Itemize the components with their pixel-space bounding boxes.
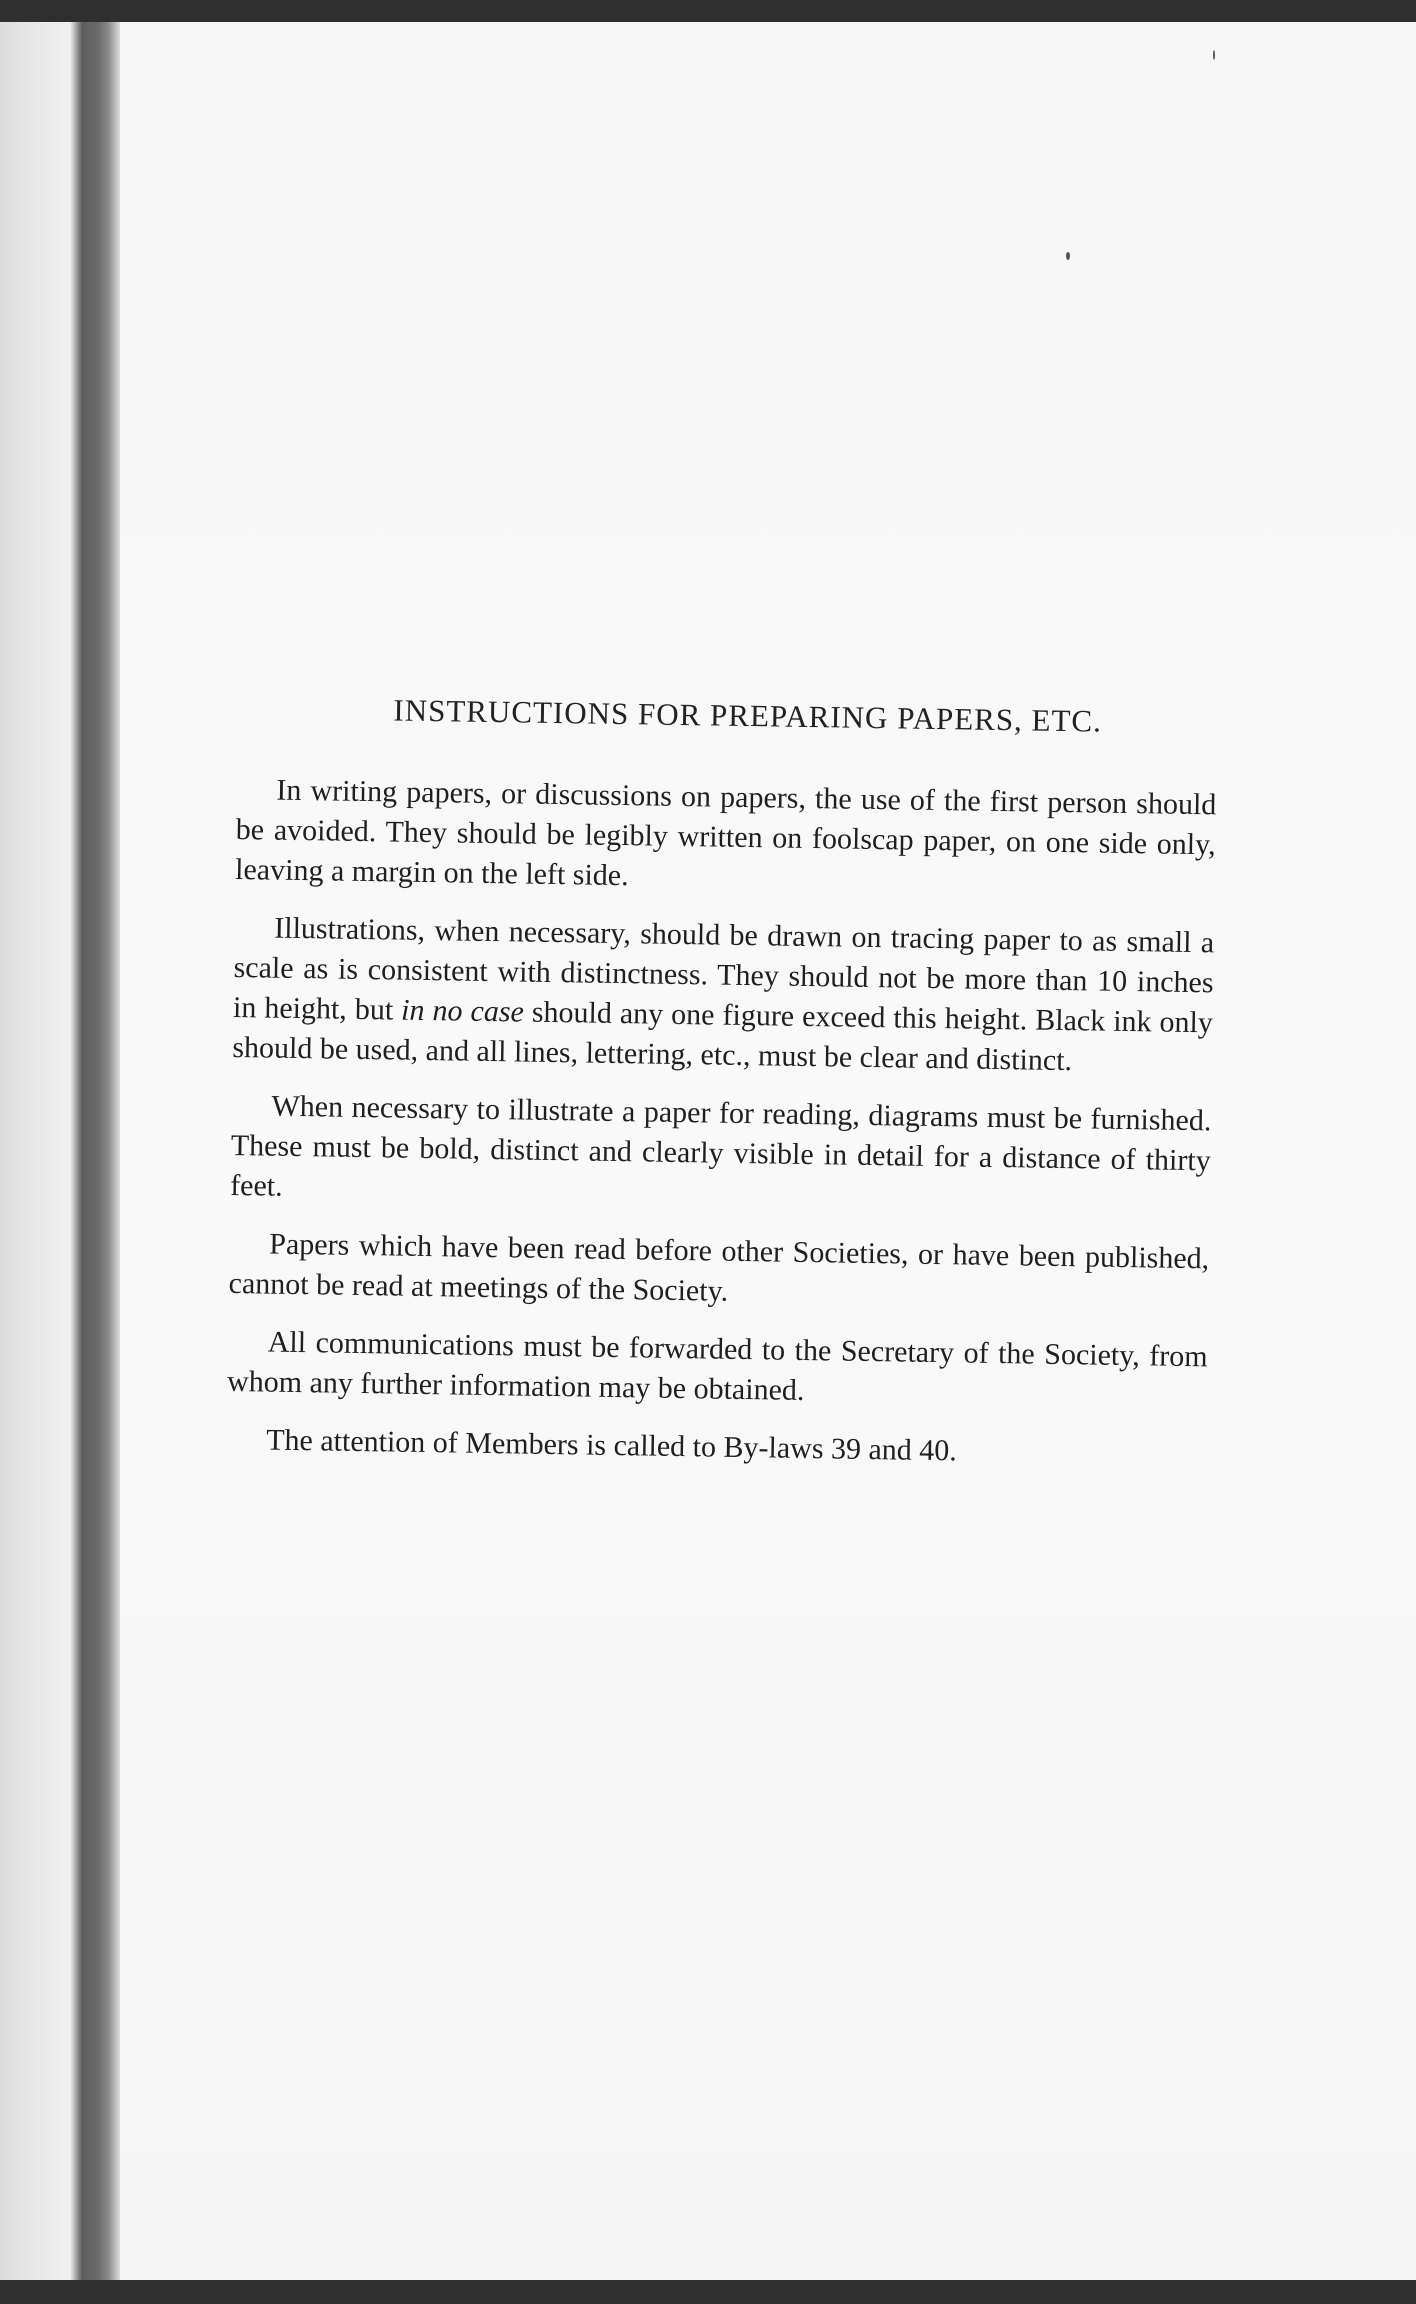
dust-speck [1213,50,1215,60]
paragraph-communications: All communications must be forwarded to the Secretary of the Society, from whom any further information may be obtained. [226,1325,1208,1407]
paragraph-diagrams: When necessary to illustrate a paper for reading, diagrams must be furnished. These must be bold, distinct and clearly visible in detail for a distance of thirty feet. [229,1089,1212,1203]
paragraph-illustrations-part-1: Illustrations, when necessary, should be drawn on tracing paper to as small a scale as is consistent with distinctness. They should not be more than 10 inches in height, but [232,911,1215,1027]
paragraph-illustrations-part-2: should any one figure exceed this height. Black ink only should be used, and all lines, lettering, etc., must be clear and distinct. [232,995,1214,1078]
paragraph-illustrations-emphasis: in no case [400,993,525,1029]
scanned-page [0,22,1416,2280]
paragraph-by-laws: The attention of Members is called to By-laws 39 and 40. [265,1423,958,1468]
paragraph-writing-papers: In writing papers, or discussions on papers, the use of the first person should be avoided. They should be legibly written on foolscap paper, on one side only, leaving a margin on the left side. [234,773,1217,893]
page-heading: INSTRUCTIONS FOR PREPARING PAPERS, ETC. [393,692,1103,739]
document-content [226,690,1218,1493]
paragraph-published-papers: Papers which have been read before other Societies, or have been published, cannot be read at meetings of the Society. [228,1227,1210,1308]
dust-speck [1066,252,1070,260]
paragraph-illustrations [232,908,1214,1083]
